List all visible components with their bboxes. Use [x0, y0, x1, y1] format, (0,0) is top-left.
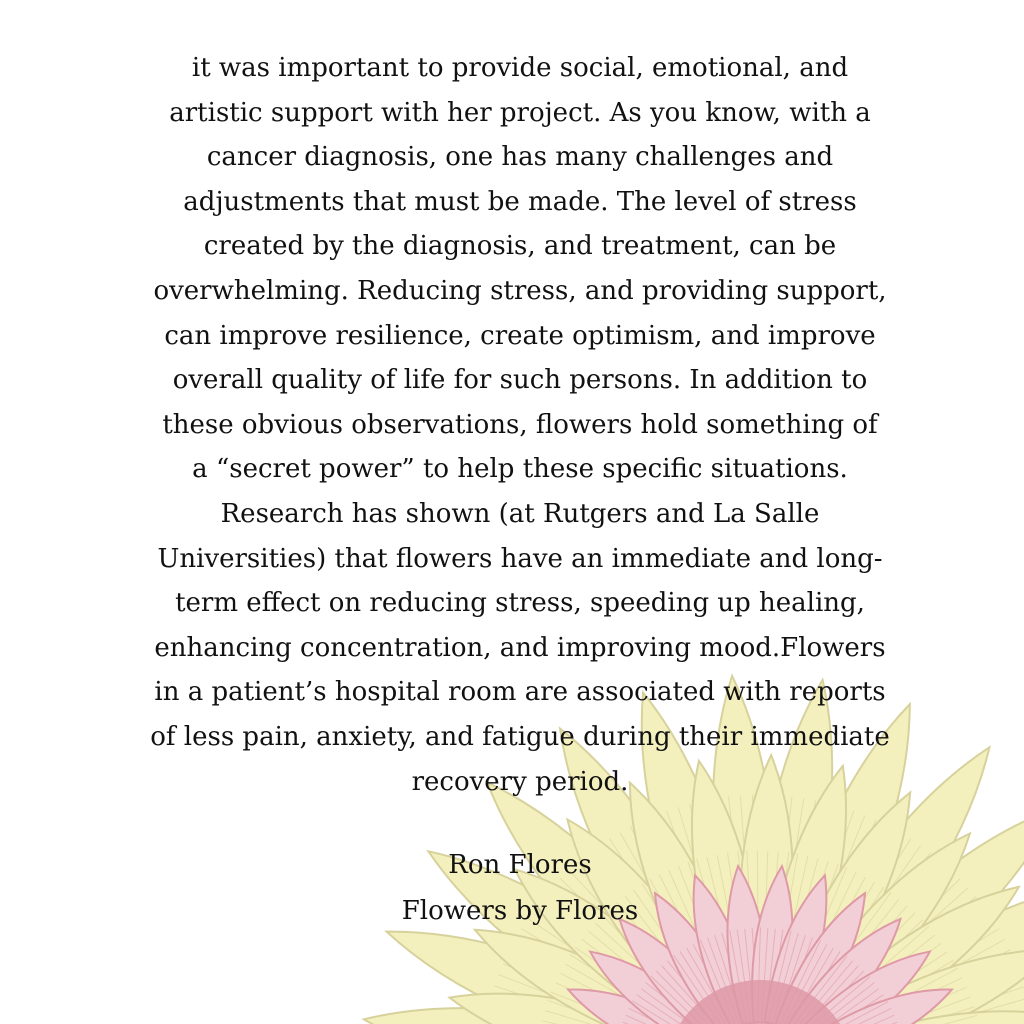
signature-business: Flowers by Flores [401, 896, 639, 926]
quote-text [90, 46, 950, 804]
quote-line: of less pain, anxiety, and fatigue during their immediate [150, 721, 890, 752]
quote-line: overall quality of life for such persons. In addition to [172, 365, 868, 396]
quote-line: Research has shown (at Rutgers and La Salle [220, 498, 820, 529]
quote-line: adjustments that must be made. The level of stress [183, 186, 857, 217]
quote-line: cancer diagnosis, one has many challenges and [206, 142, 834, 173]
quote-line: Universities) that flowers have an immediate and long- [157, 543, 883, 574]
quote-line: can improve resilience, create optimism, and improve [164, 320, 876, 351]
quote-line: overwhelming. Reducing stress, and providing support, [153, 275, 887, 306]
quote-line: artistic support with her project. As you know, with a [169, 97, 871, 128]
signature-block [90, 842, 950, 934]
quote-line: a “secret power” to help these specific situations. [192, 454, 848, 485]
quote-line: these obvious observations, flowers hold something of [162, 409, 878, 440]
quote-line: recovery period. [411, 766, 629, 797]
signature-name: Ron Flores [448, 850, 592, 880]
quote-line: in a patient’s hospital room are associated with reports [154, 677, 886, 708]
quote-line: term effect on reducing stress, speeding up healing, [175, 588, 865, 619]
quote-line: enhancing concentration, and improving mood.Flowers [154, 632, 886, 663]
quote-line: it was important to provide social, emotional, and [191, 53, 849, 83]
quote-line: created by the diagnosis, and treatment, can be [203, 231, 837, 262]
